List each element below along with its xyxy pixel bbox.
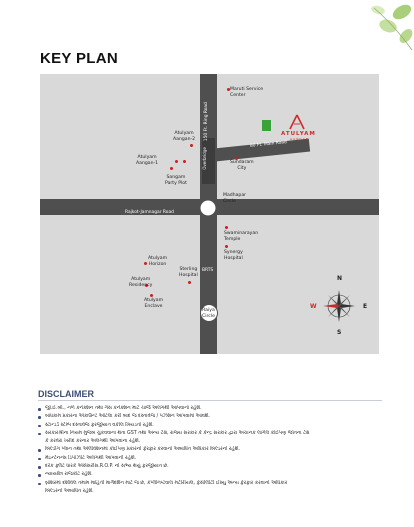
disclaimer-list bbox=[36, 405, 386, 496]
disclaimer-item: સ્ટાન્ડર્ડ સ્ટેમ્પ દસ્તાવેજ ફરજીયાત વકીલ ખિયડતો રહેશે. bbox=[36, 422, 386, 430]
disclaimer-item: જી.ઈ.બી., નળ કનેક્શન તથા ગેસ કનેક્શન માટે ચાર્જ અલગથી આપવાનો રહેશે. bbox=[36, 405, 386, 413]
marker-swaminarayan bbox=[225, 226, 228, 229]
marker-sterling bbox=[188, 281, 191, 284]
marker-aangan2 bbox=[190, 144, 193, 147]
logo-name: ATULYAM bbox=[281, 131, 316, 137]
disclaimer-divider bbox=[38, 400, 382, 401]
label-enclave: Atulyam Enclave bbox=[144, 298, 164, 309]
logo-subtitle: AANGAN bbox=[290, 137, 310, 141]
label-swaminarayan: Swaminarayan Temple bbox=[224, 231, 259, 242]
disclaimer-item: બ્રોશરમાં દર્શાવેલ તમામ માહિતી માર્ગદર્શન માટે જ છે, કંપ્લેનિષ્ટવાલ મટીરીયલ, ફેસીલીટી ઈસ્યુ અન્ય ફેરફાર કરવાનો અધિકાર bbox=[36, 480, 386, 488]
compass-w: W bbox=[310, 303, 317, 310]
disclaimer-item: બાંધકામ પ્રકારના એકાઉન્ટ ઓટલા કરી બાદ જ દસ્તાવેજ / પઝેશન આપવામાં આવશે. bbox=[36, 413, 386, 421]
label-raiya: Raiya Circle bbox=[202, 308, 215, 319]
label-ring-road: 150 Ft. Ring Road bbox=[203, 102, 209, 142]
label-maruti: Maruti Service Center bbox=[230, 87, 264, 98]
label-synergy: Synergy Hospital bbox=[224, 250, 243, 261]
label-rajkot-jamnagar-road: Rajkot-Jamnagar Road bbox=[125, 210, 174, 215]
compass-s: S bbox=[337, 329, 342, 336]
label-horizon: Atulyam Horizon bbox=[148, 256, 168, 267]
disclaimer-item: બિલ્ડીંગ પ્લાન તથા એલીવેશનમાં કોઈપણ પ્રકારનો ફેરફાર કરવાનો અબાધિત અધિકાર બિલ્ડરનો રહેશે. bbox=[36, 446, 386, 454]
marker-aangan1 bbox=[175, 160, 178, 163]
compass-icon bbox=[317, 284, 361, 328]
disclaimer-item-continued: કે કરવેરા ખરીદ કરનાર અલગથી આપવાના રહેશે. bbox=[45, 439, 141, 445]
label-sterling: Sterling Hospital bbox=[179, 267, 198, 278]
compass-e: E bbox=[363, 303, 368, 310]
marker-horizon bbox=[144, 262, 147, 265]
label-residency: Atulyam Residency bbox=[129, 277, 153, 288]
label-sangam: Sangam Party Plot bbox=[165, 175, 187, 186]
disclaimer-item: ન્યાયક્ષેત્ર રાજકોટ રહેશે. bbox=[36, 471, 386, 479]
project-site-marker[interactable] bbox=[262, 120, 271, 131]
madhapar-circle bbox=[198, 198, 218, 218]
atulyam-logo-icon bbox=[285, 114, 309, 130]
disclaimer-item: દરેક ફ્લેટ ધારકે એસેસરીસ.R.O.P. નો સભ્ય થયું ફરજીયાત છે. bbox=[36, 463, 386, 471]
disclaimer-item: સરકારશ્રીના નિયમ મુજબ ચુકવવાના થતા GST તથા અન્ય ટેક્ષ, રાજ્ય સરકાર કે કેન્દ્ર સરકાર દ્વારા અચાનક લાગેલ કોઈપણ જાતના ટેક્ષ bbox=[36, 430, 386, 438]
disclaimer-item: મેઇન્ટેનન્સ ડિપોઝીટ અલગથી આપવાની રહેશે. bbox=[36, 455, 386, 463]
page-title: KEY PLAN bbox=[40, 50, 118, 67]
compass-n: N bbox=[337, 275, 343, 282]
label-sundaram: Sundaram City bbox=[230, 160, 254, 171]
label-overbridge: Overbridge bbox=[201, 147, 207, 170]
label-aangan2: Atulyam Aangan-2 bbox=[173, 131, 196, 142]
marker-enclave bbox=[150, 294, 153, 297]
label-brts: BRTS bbox=[202, 268, 214, 273]
marker-synergy bbox=[225, 245, 228, 248]
leaves-decoration bbox=[354, 0, 414, 70]
key-plan-map[interactable] bbox=[40, 74, 379, 354]
label-80ft-road: 80 Ft. Main Road bbox=[249, 140, 288, 149]
marker-sangam bbox=[170, 167, 173, 170]
disclaimer-title: DISCLAIMER bbox=[38, 389, 94, 399]
disclaimer-item-continued: બિલ્ડરનો અબાધિત રહેશે. bbox=[45, 488, 94, 494]
label-aangan1: Atulyam Aangan-1 bbox=[136, 155, 159, 166]
marker-aangan1b bbox=[183, 160, 186, 163]
label-madhapar: Madhapar Circle bbox=[223, 193, 247, 204]
